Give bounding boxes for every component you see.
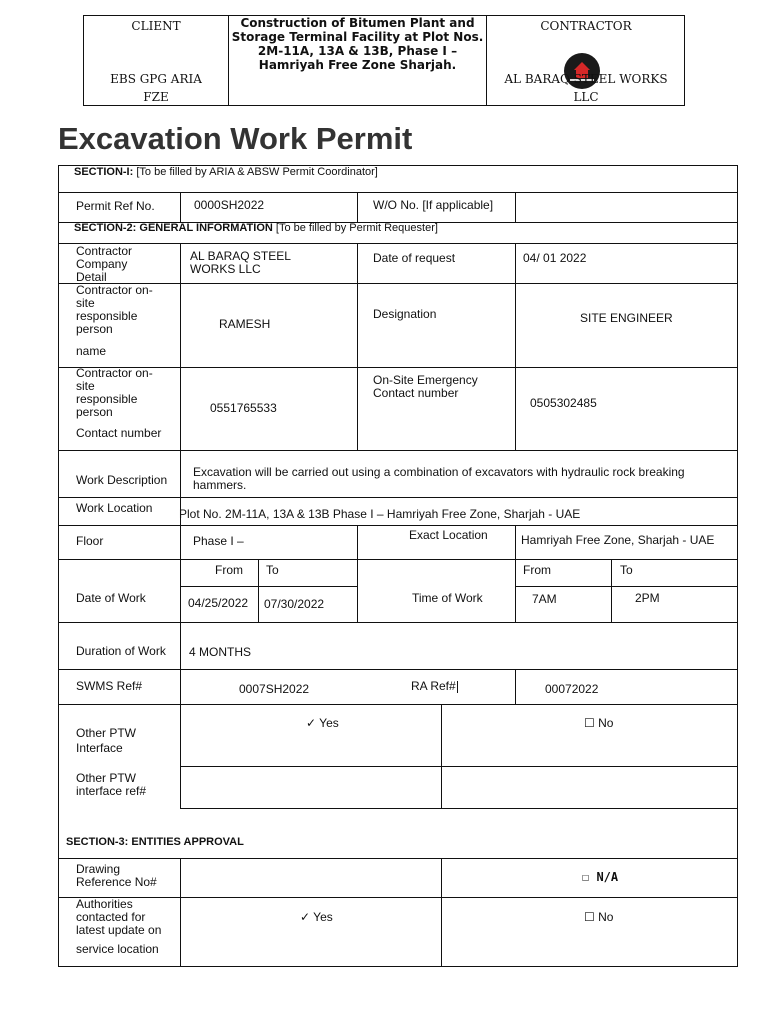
work-location-label: Work Location xyxy=(76,501,153,515)
time-from-field[interactable]: 7AM xyxy=(532,592,557,606)
contractor-name: AL BARAQ STEEL WORKS xyxy=(504,72,668,86)
designation-field[interactable]: SITE ENGINEER xyxy=(580,311,673,325)
ra-ref-label: RA Ref# xyxy=(411,679,456,693)
swms-label: SWMS Ref# xyxy=(76,679,143,693)
date-to-field[interactable]: 07/30/2022 xyxy=(264,597,325,611)
date-from-field[interactable]: 04/25/2022 xyxy=(188,596,249,610)
duration-field[interactable]: 4 MONTHS xyxy=(189,645,252,659)
person-label: Contractor on- site responsible person name xyxy=(76,283,153,358)
contact-label: Contractor on- site responsible person Contact number xyxy=(76,366,162,440)
work-description-field[interactable]: Excavation will be carried out using a combination of excavators with hydraulic rock breaking hammers. xyxy=(193,465,685,492)
date-request-label: Date of request xyxy=(373,251,456,265)
floor-label: Floor xyxy=(76,534,104,548)
contractor-name-line2: LLC xyxy=(573,90,599,104)
duration-label: Duration of Work xyxy=(76,644,166,658)
emergency-label: On-Site Emergency Contact number xyxy=(373,373,478,400)
ptw-ref-field-2[interactable] xyxy=(446,772,732,802)
section3-heading: SECTION-3: ENTITIES APPROVAL xyxy=(66,836,244,848)
work-location-field[interactable]: Plot No. 2M-11A, 13A & 13B Phase I – Hamriyah Free Zone, Sharjah - UAE xyxy=(179,507,581,521)
date-from-label: From xyxy=(215,563,243,577)
time-from-label: From xyxy=(523,563,551,577)
work-description-label: Work Description xyxy=(76,473,168,487)
date-to-label: To xyxy=(266,563,279,577)
authorities-no-checkbox[interactable]: ☐ No xyxy=(584,910,614,924)
time-of-work-label: Time of Work xyxy=(412,591,483,605)
authorities-label: Authorities contacted for latest update on service location xyxy=(76,897,162,956)
contractor-label: CONTRACTOR xyxy=(540,19,632,33)
drawing-na-checkbox[interactable]: ☐ N/A xyxy=(582,870,619,884)
date-request-field[interactable]: 04/ 01 2022 xyxy=(523,251,587,265)
client-name-line2: FZE xyxy=(143,90,169,104)
person-name-field[interactable]: RAMESH xyxy=(219,317,271,331)
drawing-ref-field[interactable] xyxy=(185,864,435,892)
floor-field[interactable]: Phase I – xyxy=(193,534,244,548)
drawing-ref-label: Drawing Reference No# xyxy=(76,862,157,889)
authorities-yes-checkbox[interactable]: ✓ Yes xyxy=(300,910,333,924)
wo-field[interactable] xyxy=(520,199,730,213)
project-title: Construction of Bitumen Plant and Storage Terminal Facility at Plot Nos. 2M-11A, 13A & 13B, Phase I – Hamriyah Free Zone Sharjah. xyxy=(231,16,484,72)
client-name: EBS GPG ARIA xyxy=(110,72,202,86)
ptw-yes-checkbox[interactable]: ✓ Yes xyxy=(306,716,339,730)
wo-label: W/O No. [If applicable] xyxy=(373,198,494,212)
exact-location-field[interactable]: Hamriyah Free Zone, Sharjah - UAE xyxy=(521,533,715,547)
permit-ref-field[interactable]: 0000SH2022 xyxy=(194,198,265,212)
time-to-field[interactable]: 2PM xyxy=(635,591,660,605)
ptw-no-checkbox[interactable]: ☐ No xyxy=(584,716,614,730)
designation-label: Designation xyxy=(373,307,437,321)
company-value[interactable]: AL BARAQ STEEL WORKS LLC xyxy=(190,249,291,276)
ra-ref-field[interactable]: 00072022 xyxy=(545,682,599,696)
company-label: Contractor Company Detail xyxy=(76,244,133,284)
client-label: CLIENT xyxy=(131,19,181,33)
contact-number-field[interactable]: 0551765533 xyxy=(210,401,277,415)
exact-location-label: Exact Location xyxy=(409,528,488,542)
ptw-ref-field-1[interactable] xyxy=(185,772,435,802)
time-to-label: To xyxy=(620,563,633,577)
permit-ref-label: Permit Ref No. xyxy=(76,199,155,213)
section2-heading: SECTION-2: GENERAL INFORMATION [To be filled by Permit Requester] xyxy=(74,222,438,234)
other-ptw-ref-label: Other PTW interface ref# xyxy=(76,771,147,798)
swms-field[interactable]: 0007SH2022 xyxy=(239,682,310,696)
emergency-number-field[interactable]: 0505302485 xyxy=(530,396,597,410)
other-ptw-label: Other PTW Interface xyxy=(76,726,137,755)
page-title: Excavation Work Permit xyxy=(58,121,413,156)
date-of-work-label: Date of Work xyxy=(76,591,146,605)
section1-heading: SECTION-I: [To be filled by ARIA & ABSW Permit Coordinator] xyxy=(74,166,378,178)
